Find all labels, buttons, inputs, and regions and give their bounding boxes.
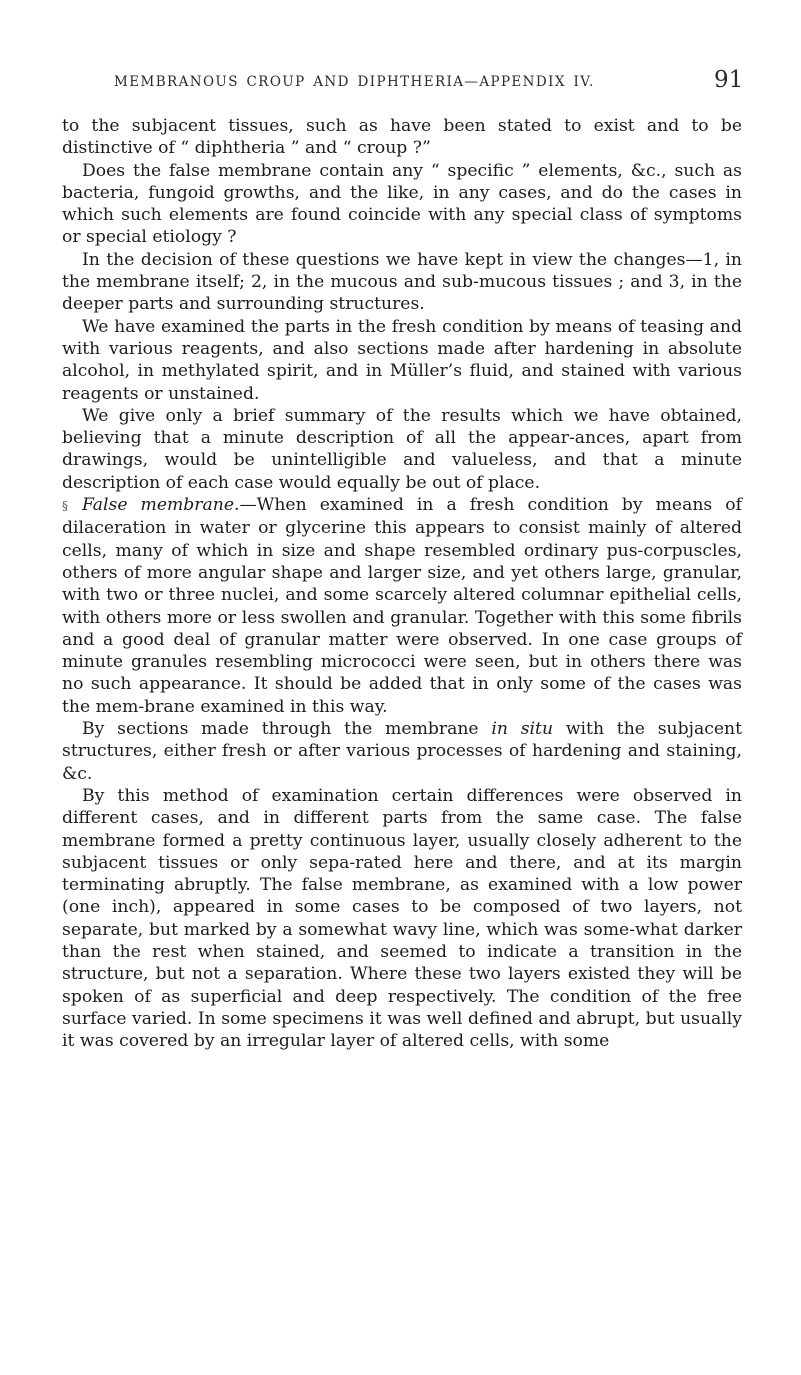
- section-heading: False membrane.: [82, 495, 240, 516]
- paragraph-specific-elements: Does the false membrane contain any “ specific ” elements, &c., such as bacteria, fungoid growths, and the like, in any cases, and do the cases in which such elements are found coincide with any special class of symptoms or special etiology ?: [62, 160, 742, 248]
- paragraph-decision: In the decision of these questions we have kept in view the changes—1, in the membrane itself; 2, in the mucous and sub-mucous tissues ; and 3, in the deeper parts and surrounding structures.: [62, 249, 742, 315]
- paragraph-methods: We have examined the parts in the fresh condition by means of teasing and with various reagents, and also sections made after hardening in absolute alcohol, in methylated spirit, and in Müller’s fluid, and stained with various reagents or unstained.: [62, 316, 742, 404]
- paragraph-sections-text-a: By sections made through the membrane: [82, 719, 479, 740]
- paragraph-false-membrane-text: —When examined in a fresh condition by means of dilaceration in water or glycerine this appears to consist mainly of altered cells, many of which in size and shape resembled ordinary pus-corpuscles, others of more angular shape and larger size, and yet others large, granular, with two or three nuclei, and some scarcely altered columnar epithelial cells, with others more or less swollen and granular. Together with this some fibrils and a good deal of granular matter were observed. In one case groups of minute granules resembling micrococci were seen, but in others there was no such appearance. It should be added that in only some of the cases was the mem-brane examined in this way.: [62, 495, 742, 717]
- paragraph-examination: By this method of examination certain differences were observed in different cases, and in different parts from the same case. The false membrane formed a pretty continuous layer, usually closely adherent to the subjacent tissues or only sepa-rated here and there, and at its margin terminating abruptly. The false membrane, as examined with a low power (one inch), appeared in some cases to be composed of two layers, not separate, but marked by a somewhat wavy line, which was some-what darker than the rest when stained, and seemed to indicate a transition in the structure, but not a separation. Where these two layers existed they will be spoken of as superficial and deep respectively. The condition of the free surface varied. In some specimens it was well defined and abrupt, but usually it was covered by an irregular layer of altered cells, with some: [62, 785, 742, 1052]
- paragraph-sections-text-b: with the subjacent structures, either fresh or after various processes of hardening and staining, &c.: [62, 719, 742, 784]
- in-situ-term: in situ: [491, 719, 554, 740]
- page-number: 91: [714, 67, 744, 93]
- running-head: MEMBRANOUS CROUP AND DIPHTHERIA—APPENDIX IV.: [114, 74, 595, 90]
- paragraph-summary: We give only a brief summary of the results which we have obtained, believing that a minute description of all the appear-ances, apart from drawings, would be unintelligible and valueless, and that a minute description of each case would equally be out of place.: [62, 405, 742, 493]
- section-mark: §: [62, 499, 68, 514]
- paragraph-sections: [62, 718, 742, 785]
- body-text: [62, 115, 742, 1052]
- paragraph-continuation: to the subjacent tissues, such as have been stated to exist and to be distinctive of “ diphtheria ” and “ croup ?”: [62, 116, 742, 159]
- paragraph-false-membrane: [62, 494, 742, 718]
